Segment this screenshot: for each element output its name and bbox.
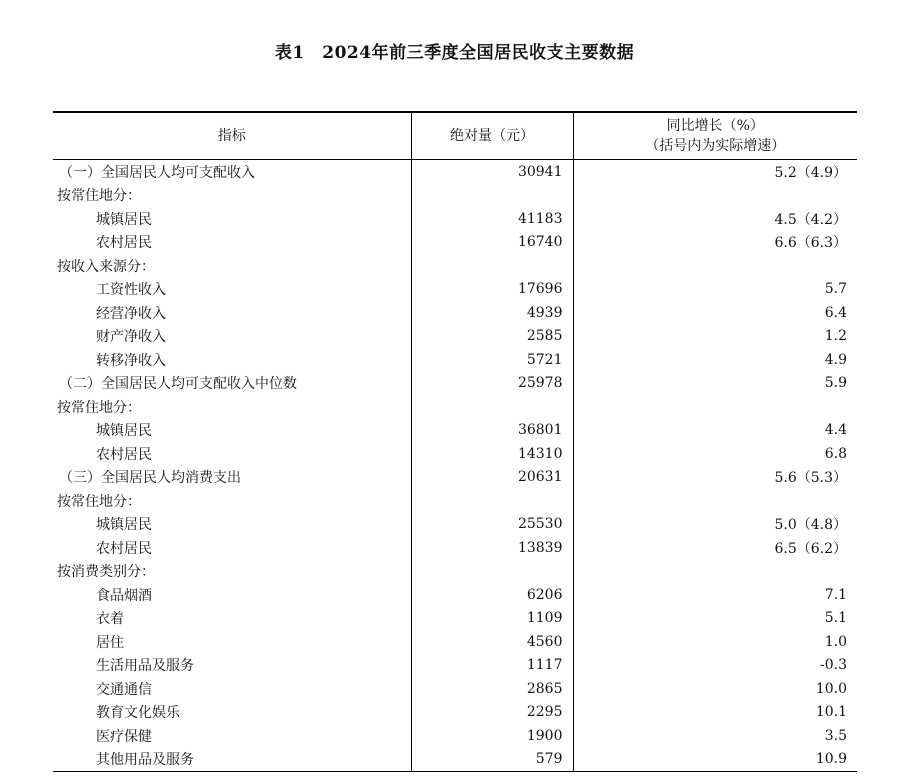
- table-row: [53, 207, 857, 231]
- table-row: [53, 560, 857, 584]
- row-label: （二）全国居民人均可支配收入中位数: [53, 372, 411, 396]
- row-label: 农村居民: [53, 231, 411, 255]
- row-growth: [573, 254, 857, 278]
- table-row: [53, 748, 857, 772]
- row-growth: 5.7: [824, 281, 847, 298]
- table-row: [53, 536, 857, 560]
- row-amount: 4939: [411, 301, 573, 325]
- row-growth: 6.4: [824, 304, 847, 321]
- row-growth: 5.6（5.3）: [774, 470, 847, 487]
- row-amount: 4560: [411, 630, 573, 654]
- row-label: 按常住地分：: [53, 395, 411, 419]
- row-growth: -0.3: [820, 657, 847, 674]
- row-label: （三）全国居民人均消费支出: [53, 466, 411, 490]
- row-label: 转移净收入: [53, 348, 411, 372]
- row-label: 经营净收入: [53, 301, 411, 325]
- table-row: [53, 372, 857, 396]
- table-row: [53, 419, 857, 443]
- row-label: 城镇居民: [53, 419, 411, 443]
- row-label: 衣着: [53, 607, 411, 631]
- row-growth: 4.9: [824, 351, 847, 368]
- row-amount: 17696: [411, 278, 573, 302]
- header-growth-line2: （括号内为实际增速）: [645, 138, 786, 154]
- row-label: 城镇居民: [53, 513, 411, 537]
- table-row: [53, 254, 857, 278]
- row-amount: 41183: [411, 207, 573, 231]
- table-row: [53, 677, 857, 701]
- row-amount: 14310: [411, 442, 573, 466]
- row-amount: 1117: [411, 654, 573, 678]
- table-row: [53, 325, 857, 349]
- row-label: 食品烟酒: [53, 583, 411, 607]
- row-growth: 5.1: [824, 610, 847, 627]
- row-amount: 1109: [411, 607, 573, 631]
- table-header-row: [53, 112, 857, 160]
- row-growth: 6.6（6.3）: [774, 235, 847, 252]
- row-amount: 30941: [411, 160, 573, 184]
- row-label: 工资性收入: [53, 278, 411, 302]
- row-amount: 36801: [411, 419, 573, 443]
- row-label: 交通通信: [53, 677, 411, 701]
- row-growth: [573, 489, 857, 513]
- row-growth: 6.5（6.2）: [774, 540, 847, 557]
- row-label: 生活用品及服务: [53, 654, 411, 678]
- row-amount: [411, 254, 573, 278]
- data-table: [53, 111, 857, 772]
- row-growth: 5.2（4.9）: [774, 164, 847, 181]
- table-body: [53, 160, 857, 772]
- row-amount: 13839: [411, 536, 573, 560]
- row-growth: 4.5（4.2）: [774, 211, 847, 228]
- row-label: 按消费类别分：: [53, 560, 411, 584]
- row-amount: 2295: [411, 701, 573, 725]
- header-indicator: 指标: [53, 112, 411, 160]
- row-amount: 1900: [411, 724, 573, 748]
- table-row: [53, 395, 857, 419]
- row-amount: 25978: [411, 372, 573, 396]
- row-amount: 579: [411, 748, 573, 772]
- table-row: [53, 278, 857, 302]
- row-amount: 20631: [411, 466, 573, 490]
- table-row: [53, 583, 857, 607]
- table-row: [53, 348, 857, 372]
- table-row: [53, 160, 857, 184]
- row-label: 按常住地分：: [53, 184, 411, 208]
- row-growth: 6.8: [824, 445, 847, 462]
- row-growth: 10.9: [573, 748, 857, 772]
- row-label: 教育文化娱乐: [53, 701, 411, 725]
- row-amount: [411, 560, 573, 584]
- row-growth: [573, 560, 857, 584]
- table-row: [53, 489, 857, 513]
- table-row: [53, 701, 857, 725]
- row-growth: 10.0: [815, 680, 847, 697]
- row-growth: 5.9: [824, 375, 847, 392]
- row-amount: 2865: [411, 677, 573, 701]
- row-growth: [573, 395, 857, 419]
- row-label: 其他用品及服务: [53, 748, 411, 772]
- row-amount: [411, 395, 573, 419]
- row-label: 居住: [53, 630, 411, 654]
- table-row: [53, 231, 857, 255]
- header-growth-line1: 同比增长（%）: [666, 118, 764, 134]
- header-amount: 绝对量（元）: [411, 112, 573, 160]
- row-label: 农村居民: [53, 536, 411, 560]
- row-label: （一）全国居民人均可支配收入: [53, 160, 411, 184]
- row-label: 医疗保健: [53, 724, 411, 748]
- row-amount: 6206: [411, 583, 573, 607]
- row-amount: 5721: [411, 348, 573, 372]
- row-growth: 1.2: [824, 328, 847, 345]
- row-label: 城镇居民: [53, 207, 411, 231]
- table-row: [53, 654, 857, 678]
- table-row: [53, 607, 857, 631]
- table-row: [53, 301, 857, 325]
- row-growth: 5.0（4.8）: [774, 517, 847, 534]
- row-label: 财产净收入: [53, 325, 411, 349]
- row-amount: 25530: [411, 513, 573, 537]
- row-amount: 16740: [411, 231, 573, 255]
- table-row: [53, 466, 857, 490]
- row-label: 按收入来源分：: [53, 254, 411, 278]
- table-row: [53, 724, 857, 748]
- row-label: 按常住地分：: [53, 489, 411, 513]
- row-label: 农村居民: [53, 442, 411, 466]
- row-growth: 1.0: [824, 633, 847, 650]
- row-growth: 3.5: [824, 727, 847, 744]
- row-amount: [411, 184, 573, 208]
- row-amount: [411, 489, 573, 513]
- table-row: [53, 184, 857, 208]
- header-growth: [573, 112, 857, 160]
- table-row: [53, 630, 857, 654]
- table-title: 表1 2024年前三季度全国居民收支主要数据: [274, 43, 635, 63]
- row-amount: 2585: [411, 325, 573, 349]
- row-growth: 7.1: [824, 586, 847, 603]
- row-growth: 4.4: [824, 422, 847, 439]
- table-row: [53, 442, 857, 466]
- row-growth: 10.1: [815, 704, 847, 721]
- table-row: [53, 513, 857, 537]
- row-growth: [573, 184, 857, 208]
